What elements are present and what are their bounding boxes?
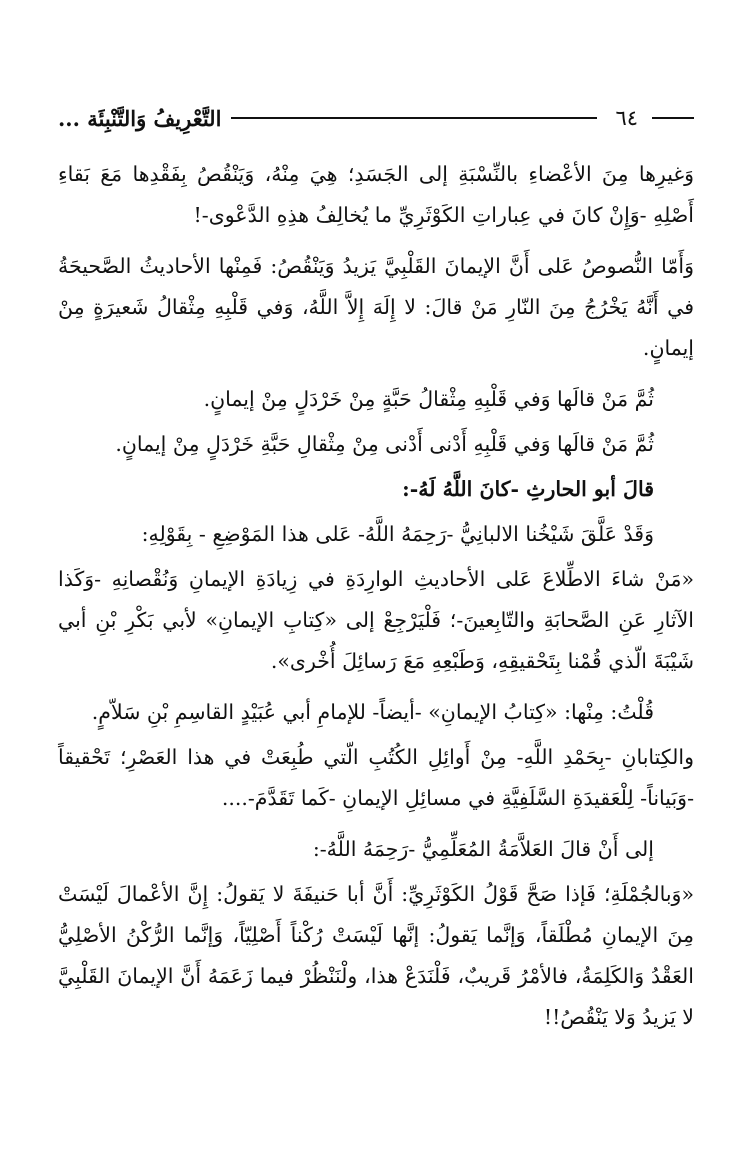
paragraph: وَأَمّا النُّصوصُ عَلى أَنَّ الإيمانَ القَلْبِيَّ يَزيدُ وَيَنْقُصُ: فَمِنْها الأحاديثُ الصَّحيحَةُ في أَنَّهُ يَخْرُجُ مِنَ النّارِ مَنْ قالَ: لا إِلَهَ إِلاَّ اللَّهُ، وَفي قَلْبِهِ مِثْقالُ شَعيرَةٍ مِنْ إيمانٍ. bbox=[58, 254, 694, 360]
paragraph: إلى أَنْ قالَ العَلاَّمَةُ المُعَلِّمِيُّ -رَحِمَهُ اللَّهُ-: bbox=[312, 837, 654, 861]
quote-paragraph: «مَنْ شاءَ الاطِّلاعَ عَلى الأحاديثِ الوارِدَةِ في زِيادَةِ الإيمانِ وَنُقْصانِهِ -وَكَذا الآثارِ عَنِ الصَّحابَةِ والتّابِعينَ-؛ فَلْيَرْجِعْ إلى «كِتابِ الإيمانِ» لأبي بَكْرِ بْنِ أبي شَيْبَةَ الّذي قُمْنا بِتَحْقيقِهِ، وَطَبْعِهِ مَعَ رَسائِلَ أُخْرى». bbox=[58, 567, 694, 673]
paragraph: ثُمَّ مَنْ قالَها وَفي قَلْبِهِ أَدْنى أَدْنى مِنْ مِثْقالِ حَبَّةِ خَرْدَلٍ مِنْ إيمانٍ. bbox=[115, 432, 654, 456]
paragraph: قُلْتُ: مِنْها: «كِتابُ الإيمانِ» -أيضاً- للإمامِ أبي عُبَيْدٍ القاسِمِ بْنِ سَلاّمٍ. bbox=[91, 700, 654, 724]
paragraph: وَغيرِها مِنَ الأعْضاءِ بالنِّسْبَةِ إلى الجَسَدِ؛ هِيَ مِنْهُ، وَيَنْقُصُ بِفَقْدِها مَعَ بَقاءِ أَصْلِهِ -وَإِنْ كانَ في عِباراتِ الكَوْثَرِيِّ ما يُخالِفُ هذِهِ الدَّعْوى-! bbox=[58, 162, 694, 227]
running-header bbox=[58, 100, 694, 136]
header-rule-short bbox=[652, 117, 694, 119]
header-title: التَّعْرِيفُ وَالتَّنْبِئَة ... bbox=[58, 105, 222, 131]
page-number: ٦٤ bbox=[615, 106, 638, 130]
paragraph: وَقَدْ عَلَّقَ شَيْخُنا الالبانِيُّ -رَحِمَهُ اللَّهُ- عَلى هذا المَوْضِعِ - بِقَوْلِهِ: bbox=[141, 522, 654, 546]
quote-paragraph: «وَبالجُمْلَةِ؛ فَإذا صَحَّ قَوْلُ الكَوْثَرِيِّ: أَنَّ أبا حَنيفَةَ لا يَقولُ: إِنَّ الأعْمالَ لَيْسَتْ مِنَ الإيمانِ مُطْلَقاً، وَإنَّما يَقولُ: إنَّها لَيْسَتْ رُكْناً أَصْلِيّاً، وَإنَّما الرُّكْنُ الأصْلِيُّ العَقْدُ وَالكَلِمَةُ، فالأمْرُ قَريبٌ، فَلْنَدَعْ هذا، ولْنَنْظُرْ فيما زَعَمَهُ أَنَّ الإيمانَ القَلْبِيَّ لا يَزيدُ وَلا يَنْقُصُ!! bbox=[58, 882, 694, 1029]
paragraph: ثُمَّ مَنْ قالَها وَفي قَلْبِهِ مِثْقالُ حَبَّةٍ مِنْ خَرْدَلٍ مِنْ إيمانٍ. bbox=[203, 387, 654, 411]
section-heading: قالَ أبو الحارثِ -كانَ اللَّهُ لَهُ-: bbox=[402, 477, 654, 501]
header-rule-long bbox=[231, 117, 597, 119]
paragraph: والكِتابانِ -بِحَمْدِ اللَّهِ- مِنْ أَوائِلِ الكُتُبِ الّتي طُبِعَتْ في هذا العَصْرِ؛ تَحْقيقاً -وَبَياناً- لِلْعَقيدَةِ السَّلَفِيَّةِ في مسائِلِ الإيمانِ -كَما تَقَدَّمَ-.... bbox=[58, 745, 694, 810]
